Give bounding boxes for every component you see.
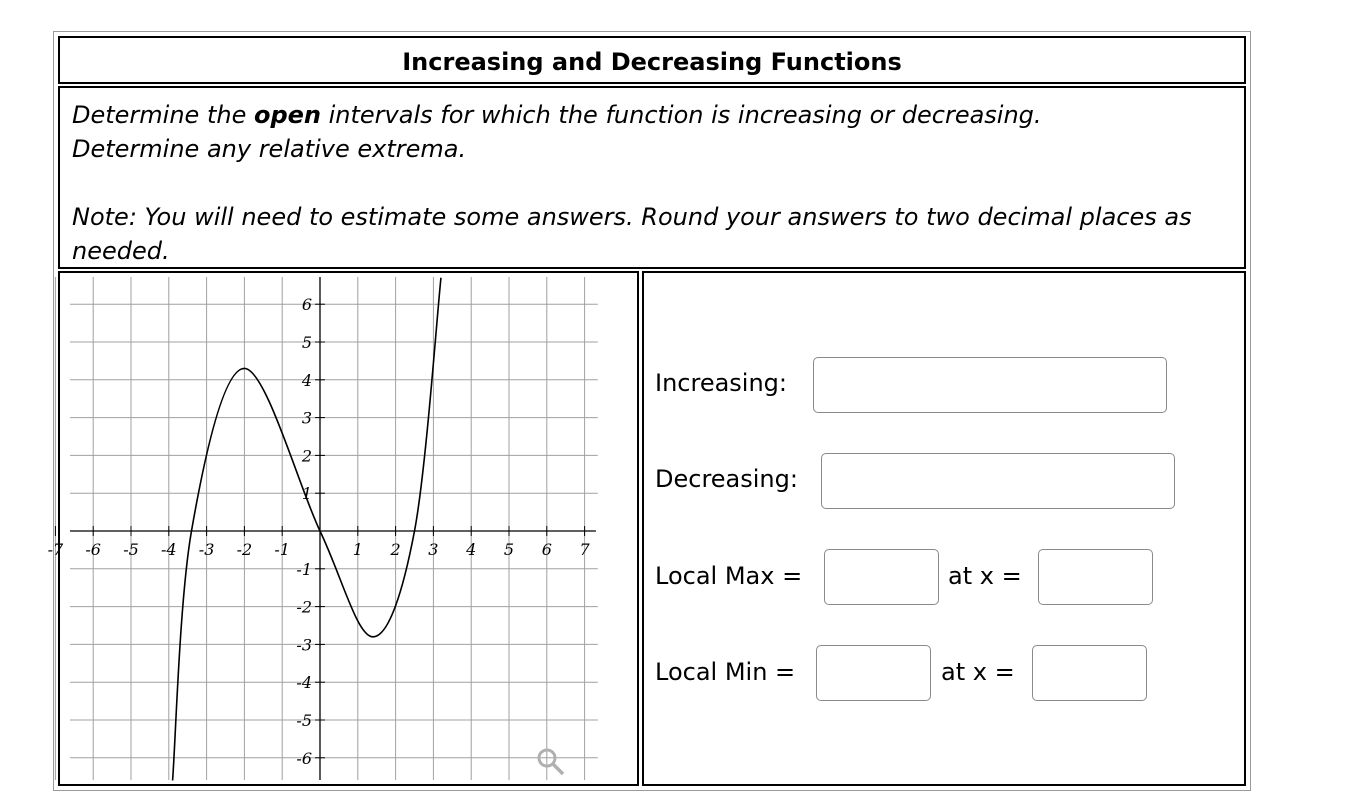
y-tick-label: -6	[296, 748, 312, 768]
answer-form	[642, 271, 1246, 786]
x-tick-label: 3	[428, 540, 439, 559]
x-tick-label: 2	[390, 540, 401, 559]
function-curve	[173, 278, 441, 781]
x-tick-label: -3	[198, 540, 215, 559]
x-tick-label: 6	[541, 540, 552, 559]
x-tick-label: -6	[85, 540, 101, 559]
instruction-note: Note: You will need to estimate some answers. Round your answers to two decimal places as needed.	[72, 203, 1192, 265]
instruction-line1-start: Determine the	[72, 101, 254, 129]
y-tick-label: 2	[301, 446, 312, 466]
x-tick-label: 5	[503, 540, 515, 559]
function-graph[interactable]	[47, 273, 637, 784]
local-max-at-x-label: at x =	[948, 562, 1022, 590]
y-tick-label: -2	[296, 597, 312, 617]
instructions-cell	[58, 86, 1246, 269]
increasing-input[interactable]	[813, 357, 1167, 413]
y-tick-label: -1	[296, 559, 312, 579]
x-tick-label: 1	[352, 540, 363, 559]
magnifier-icon[interactable]	[539, 750, 563, 774]
x-tick-label: -4	[161, 540, 177, 559]
instruction-line1-end: intervals for which the function is increasing or decreasing.	[321, 101, 1042, 129]
y-tick-label: 5	[301, 333, 312, 352]
y-tick-label: 6	[301, 295, 312, 315]
instruction-line2: Determine any relative extrema.	[72, 135, 467, 163]
local-max-label: Local Max =	[655, 562, 803, 590]
y-tick-label: 3	[301, 408, 312, 428]
x-tick-label: 4	[466, 540, 477, 559]
instruction-emphasis: open	[253, 101, 321, 129]
y-tick-label: 4	[301, 370, 312, 390]
y-tick-label: -4	[296, 673, 312, 693]
local-min-input[interactable]	[816, 645, 931, 701]
instructions-text	[72, 98, 1232, 268]
page-title: Increasing and Decreasing Functions	[402, 48, 902, 76]
title-cell	[58, 36, 1246, 84]
decreasing-input[interactable]	[821, 453, 1175, 509]
local-min-label: Local Min =	[655, 658, 796, 686]
x-tick-label: -7	[47, 540, 64, 559]
x-tick-label: -2	[236, 540, 253, 559]
x-tick-label: -1	[274, 540, 290, 559]
y-tick-label: -5	[296, 711, 312, 730]
y-tick-label: 1	[301, 484, 312, 504]
graph-cell	[47, 271, 639, 786]
local-max-input[interactable]	[824, 549, 939, 605]
local-max-x-input[interactable]	[1038, 549, 1153, 605]
x-tick-label: -5	[123, 540, 139, 559]
x-tick-label: 7	[579, 540, 590, 559]
y-tick-label: -3	[296, 635, 312, 655]
decreasing-label: Decreasing:	[655, 465, 798, 493]
local-min-at-x-label: at x =	[941, 658, 1015, 686]
increasing-label: Increasing:	[655, 369, 787, 397]
local-min-x-input[interactable]	[1032, 645, 1147, 701]
